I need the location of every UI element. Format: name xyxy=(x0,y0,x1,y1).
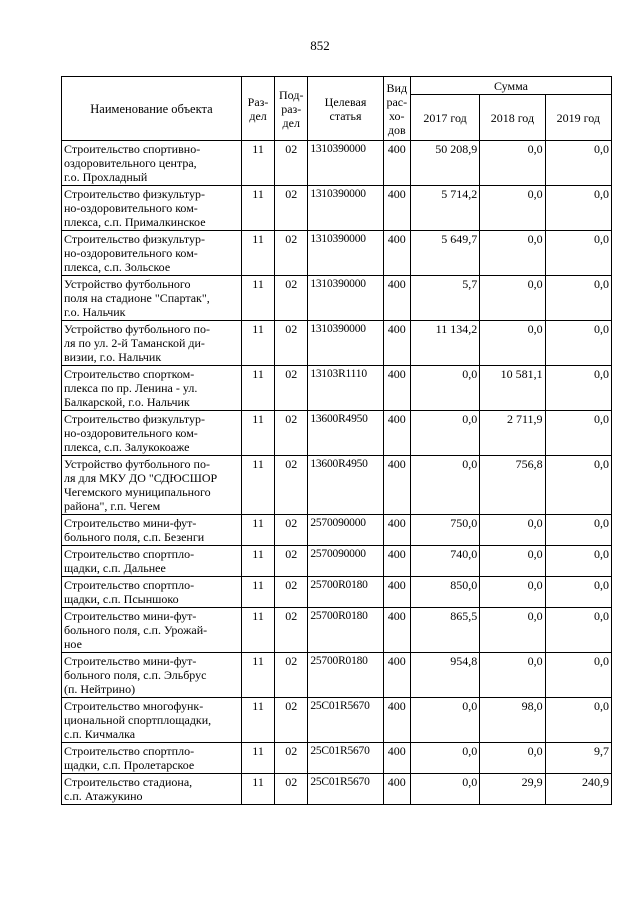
header-year-2019: 2019 год xyxy=(545,95,611,141)
subsection-cell: 02 xyxy=(275,577,308,608)
sum-2018-cell: 0,0 xyxy=(480,546,545,577)
expense-type-cell: 400 xyxy=(383,653,410,698)
sum-2018-cell: 29,9 xyxy=(480,774,545,805)
sum-2018-cell: 0,0 xyxy=(480,743,545,774)
table-row xyxy=(62,141,612,186)
object-name-cell: Строительство спортком- плекса по пр. Ленина - ул. Балкарской, г.о. Нальчик xyxy=(62,366,242,411)
sum-2018-cell: 0,0 xyxy=(480,276,545,321)
sum-2017-cell: 740,0 xyxy=(410,546,479,577)
sum-2017-cell: 0,0 xyxy=(410,698,479,743)
sum-2019-cell: 0,0 xyxy=(545,321,611,366)
sum-2017-cell: 5 714,2 xyxy=(410,186,479,231)
sum-2018-cell: 0,0 xyxy=(480,231,545,276)
target-article-cell: 25C01R5670 xyxy=(308,698,383,743)
sum-2018-cell: 756,8 xyxy=(480,456,545,515)
header-subsection: Под- раз- дел xyxy=(275,77,308,141)
section-cell: 11 xyxy=(241,186,274,231)
sum-2017-cell: 954,8 xyxy=(410,653,479,698)
subsection-cell: 02 xyxy=(275,653,308,698)
section-cell: 11 xyxy=(241,608,274,653)
section-cell: 11 xyxy=(241,366,274,411)
expense-type-cell: 400 xyxy=(383,456,410,515)
expense-type-cell: 400 xyxy=(383,186,410,231)
subsection-cell: 02 xyxy=(275,366,308,411)
subsection-cell: 02 xyxy=(275,608,308,653)
section-cell: 11 xyxy=(241,698,274,743)
sum-2017-cell: 11 134,2 xyxy=(410,321,479,366)
sum-2018-cell: 0,0 xyxy=(480,653,545,698)
target-article-cell: 1310390000 xyxy=(308,186,383,231)
sum-2017-cell: 850,0 xyxy=(410,577,479,608)
sum-2019-cell: 0,0 xyxy=(545,515,611,546)
sum-2017-cell: 5,7 xyxy=(410,276,479,321)
sum-2018-cell: 10 581,1 xyxy=(480,366,545,411)
sum-2018-cell: 0,0 xyxy=(480,515,545,546)
sum-2017-cell: 750,0 xyxy=(410,515,479,546)
sum-2018-cell: 0,0 xyxy=(480,321,545,366)
expense-type-cell: 400 xyxy=(383,321,410,366)
object-name-cell: Строительство спортпло- щадки, с.п. Псыншоко xyxy=(62,577,242,608)
section-cell: 11 xyxy=(241,774,274,805)
target-article-cell: 2570090000 xyxy=(308,515,383,546)
target-article-cell: 13103R1110 xyxy=(308,366,383,411)
subsection-cell: 02 xyxy=(275,321,308,366)
header-year-2018: 2018 год xyxy=(480,95,545,141)
sum-2019-cell: 0,0 xyxy=(545,186,611,231)
expense-type-cell: 400 xyxy=(383,577,410,608)
table-row xyxy=(62,456,612,515)
sum-2019-cell: 0,0 xyxy=(545,608,611,653)
table-row xyxy=(62,231,612,276)
section-cell: 11 xyxy=(241,411,274,456)
section-cell: 11 xyxy=(241,231,274,276)
object-name-cell: Строительство физкультур- но-оздоровительного ком- плекса, с.п. Зольское xyxy=(62,231,242,276)
expense-type-cell: 400 xyxy=(383,276,410,321)
object-name-cell: Строительство спортивно- оздоровительного центра, г.о. Прохладный xyxy=(62,141,242,186)
table-row xyxy=(62,653,612,698)
object-name-cell: Строительство мини-фут- больного поля, с.п. Урожай- ное xyxy=(62,608,242,653)
sum-2019-cell: 0,0 xyxy=(545,411,611,456)
sum-2017-cell: 0,0 xyxy=(410,743,479,774)
section-cell: 11 xyxy=(241,456,274,515)
expense-type-cell: 400 xyxy=(383,774,410,805)
header-year-2017: 2017 год xyxy=(410,95,479,141)
target-article-cell: 1310390000 xyxy=(308,276,383,321)
expense-type-cell: 400 xyxy=(383,141,410,186)
section-cell: 11 xyxy=(241,546,274,577)
sum-2017-cell: 865,5 xyxy=(410,608,479,653)
table-row xyxy=(62,276,612,321)
sum-2019-cell: 0,0 xyxy=(545,546,611,577)
section-cell: 11 xyxy=(241,276,274,321)
expense-type-cell: 400 xyxy=(383,411,410,456)
sum-2019-cell: 9,7 xyxy=(545,743,611,774)
section-cell: 11 xyxy=(241,653,274,698)
subsection-cell: 02 xyxy=(275,743,308,774)
header-sum: Сумма xyxy=(410,77,611,95)
object-name-cell: Строительство стадиона, с.п. Атажукино xyxy=(62,774,242,805)
target-article-cell: 13600R4950 xyxy=(308,456,383,515)
sum-2018-cell: 2 711,9 xyxy=(480,411,545,456)
object-name-cell: Строительство мини-фут- больного поля, с.п. Эльбрус (п. Нейтрино) xyxy=(62,653,242,698)
section-cell: 11 xyxy=(241,743,274,774)
target-article-cell: 25700R0180 xyxy=(308,608,383,653)
table-row xyxy=(62,774,612,805)
target-article-cell: 25700R0180 xyxy=(308,653,383,698)
target-article-cell: 25700R0180 xyxy=(308,577,383,608)
sum-2017-cell: 0,0 xyxy=(410,456,479,515)
table-row xyxy=(62,186,612,231)
header-section: Раз- дел xyxy=(241,77,274,141)
section-cell: 11 xyxy=(241,577,274,608)
sum-2017-cell: 0,0 xyxy=(410,774,479,805)
subsection-cell: 02 xyxy=(275,231,308,276)
subsection-cell: 02 xyxy=(275,774,308,805)
target-article-cell: 1310390000 xyxy=(308,231,383,276)
object-name-cell: Устройство футбольного по- ля по ул. 2-й Таманской ди- визии, г.о. Нальчик xyxy=(62,321,242,366)
expense-type-cell: 400 xyxy=(383,608,410,653)
sum-2019-cell: 0,0 xyxy=(545,231,611,276)
target-article-cell: 25C01R5670 xyxy=(308,743,383,774)
table-row xyxy=(62,608,612,653)
expense-type-cell: 400 xyxy=(383,743,410,774)
sum-2018-cell: 0,0 xyxy=(480,577,545,608)
table-row xyxy=(62,515,612,546)
object-name-cell: Строительство спортпло- щадки, с.п. Дальнее xyxy=(62,546,242,577)
target-article-cell: 2570090000 xyxy=(308,546,383,577)
subsection-cell: 02 xyxy=(275,141,308,186)
target-article-cell: 25C01R5670 xyxy=(308,774,383,805)
expense-type-cell: 400 xyxy=(383,231,410,276)
table-row xyxy=(62,321,612,366)
object-name-cell: Строительство мини-фут- больного поля, с.п. Безенги xyxy=(62,515,242,546)
object-name-cell: Строительство спортпло- щадки, с.п. Пролетарское xyxy=(62,743,242,774)
sum-2019-cell: 0,0 xyxy=(545,276,611,321)
page-number: 852 xyxy=(310,38,330,53)
target-article-cell: 13600R4950 xyxy=(308,411,383,456)
subsection-cell: 02 xyxy=(275,276,308,321)
sum-2017-cell: 0,0 xyxy=(410,366,479,411)
subsection-cell: 02 xyxy=(275,186,308,231)
table-row xyxy=(62,698,612,743)
object-name-cell: Строительство физкультур- но-оздоровительного ком- плекса, с.п. Прималкинское xyxy=(62,186,242,231)
header-target-article: Целевая статья xyxy=(308,77,383,141)
subsection-cell: 02 xyxy=(275,698,308,743)
expense-type-cell: 400 xyxy=(383,366,410,411)
section-cell: 11 xyxy=(241,141,274,186)
sum-2018-cell: 98,0 xyxy=(480,698,545,743)
expense-type-cell: 400 xyxy=(383,515,410,546)
expense-type-cell: 400 xyxy=(383,546,410,577)
sum-2019-cell: 0,0 xyxy=(545,653,611,698)
sum-2017-cell: 50 208,9 xyxy=(410,141,479,186)
subsection-cell: 02 xyxy=(275,515,308,546)
sum-2017-cell: 0,0 xyxy=(410,411,479,456)
object-name-cell: Устройство футбольного поля на стадионе "Спартак", г.о. Нальчик xyxy=(62,276,242,321)
sum-2017-cell: 5 649,7 xyxy=(410,231,479,276)
table-row xyxy=(62,743,612,774)
expense-type-cell: 400 xyxy=(383,698,410,743)
table-row xyxy=(62,411,612,456)
header-expense-type: Вид рас- хо- дов xyxy=(383,77,410,141)
object-name-cell: Устройство футбольного по- ля для МКУ ДО "СДЮСШОР Чегемского муниципального района", г.п. Чегем xyxy=(62,456,242,515)
sum-2019-cell: 0,0 xyxy=(545,456,611,515)
subsection-cell: 02 xyxy=(275,456,308,515)
section-cell: 11 xyxy=(241,515,274,546)
section-cell: 11 xyxy=(241,321,274,366)
sum-2018-cell: 0,0 xyxy=(480,186,545,231)
subsection-cell: 02 xyxy=(275,411,308,456)
table-row xyxy=(62,577,612,608)
sum-2019-cell: 0,0 xyxy=(545,698,611,743)
sum-2019-cell: 0,0 xyxy=(545,577,611,608)
sum-2019-cell: 0,0 xyxy=(545,366,611,411)
sum-2018-cell: 0,0 xyxy=(480,141,545,186)
object-name-cell: Строительство многофунк- циональной спортплощадки, с.п. Кичмалка xyxy=(62,698,242,743)
target-article-cell: 1310390000 xyxy=(308,141,383,186)
table-header xyxy=(62,77,612,141)
table-row xyxy=(62,546,612,577)
table-body xyxy=(62,141,612,805)
sum-2019-cell: 0,0 xyxy=(545,141,611,186)
sum-2019-cell: 240,9 xyxy=(545,774,611,805)
budget-table xyxy=(61,76,612,805)
target-article-cell: 1310390000 xyxy=(308,321,383,366)
sum-2018-cell: 0,0 xyxy=(480,608,545,653)
header-name: Наименование объекта xyxy=(62,77,242,141)
object-name-cell: Строительство физкультур- но-оздоровительного ком- плекса, с.п. Залукокоаже xyxy=(62,411,242,456)
table-row xyxy=(62,366,612,411)
subsection-cell: 02 xyxy=(275,546,308,577)
